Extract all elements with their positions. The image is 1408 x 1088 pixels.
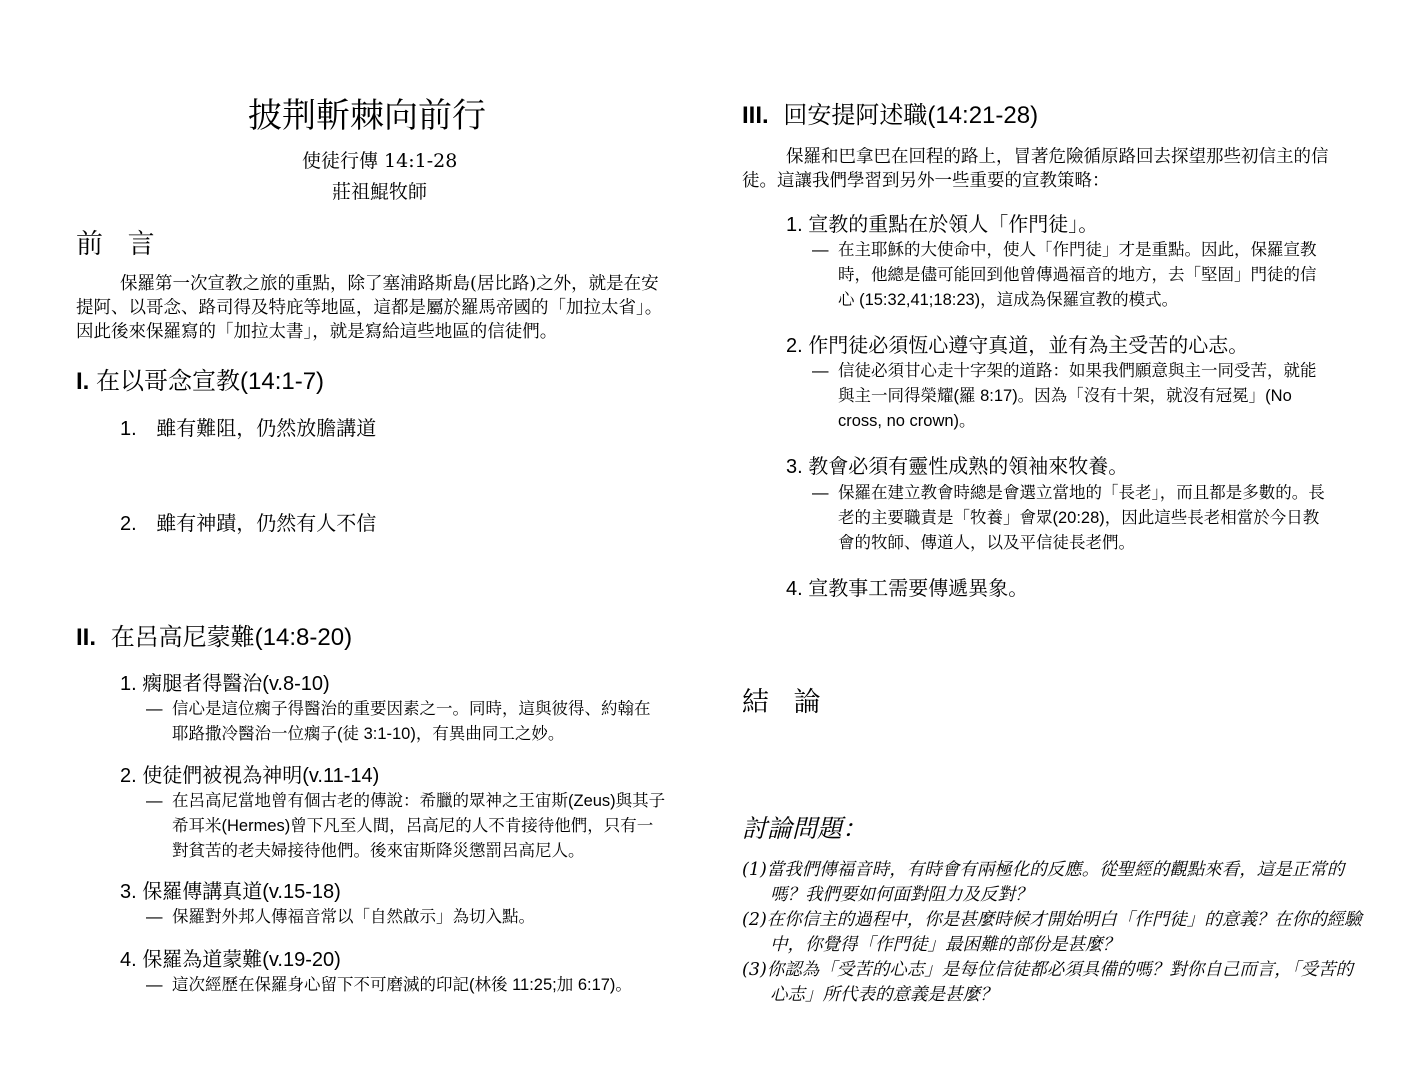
section-1-number: I. (76, 368, 90, 395)
item-number: 3. (120, 881, 137, 903)
section-2-item-4 (120, 943, 341, 972)
discussion-heading: 討論問題： (742, 814, 868, 843)
section-3-item-3 (786, 450, 1128, 479)
section-3-item-3-note (812, 481, 1332, 556)
section-2-item-4-note (146, 973, 676, 998)
item-text: 雖有難阻，仍然放膽講道 (156, 418, 377, 440)
item-text: 作門徒必須恆心遵守真道，並有為主受苦的心志。 (808, 335, 1249, 357)
section-3-item-2 (786, 329, 1248, 358)
item-text: 瘸腿者得醫治(v.8-10) (142, 673, 330, 695)
item-number: 3. (786, 456, 803, 478)
dash-marker: — (812, 484, 829, 502)
discussion-question-1: (1)當我們傳福音時，有時會有兩極化的反應。從聖經的觀點來看，這是正常的嗎？我們要如何面對阻力及反對？ (742, 860, 1345, 905)
item-number: 2. (786, 335, 803, 357)
item-text: 保羅為道蒙難(v.19-20) (142, 949, 341, 971)
item-number: 4. (120, 949, 137, 971)
dash-marker: — (146, 976, 163, 994)
item-text: 保羅傳講真道(v.15-18) (142, 881, 341, 903)
discussion-question-2: (2)在你信主的過程中，你是甚麼時候才開始明白「作門徒」的意義？在你的經驗中，你覺得「作門徒」最困難的部份是甚麼？ (742, 910, 1362, 955)
item-number: 2. (120, 513, 137, 535)
item-text: 宣教的重點在於領人「作門徒」。 (808, 214, 1099, 236)
section-3-title: 回安提阿述職(14:21-28) (783, 102, 1039, 129)
note-text: 保羅在建立教會時總是會選立當地的「長老」，而且都是多數的。長老的主要職責是「牧養」會眾(20:28)，因此這些長老相當於今日教會的牧師、傳道人，以及平信徒長老們。 (838, 484, 1325, 552)
dash-marker: — (812, 241, 829, 259)
discussion-question-3: (3)你認為「受苦的心志」是每位信徒都必須具備的嗎？對你自己而言，「受苦的心志」所代表的意義是甚麼？ (742, 960, 1354, 1005)
section-1-item-1 (120, 412, 376, 441)
section-3-number: III. (742, 102, 769, 129)
intro-paragraph: 保羅第一次宣教之旅的重點，除了塞浦路斯島(居比路)之外，就是在安提阿、以哥念、路司得及特庇等地區，這都是屬於羅馬帝國的「加拉太省」。因此後來保羅寫的「加拉太書」，就是寫給這些地區的信徒們。 (76, 274, 663, 342)
note-text: 這次經歷在保羅身心留下不可磨滅的印記(林後 11:25;加 6:17)。 (172, 976, 632, 994)
item-number: 4. (786, 578, 803, 600)
item-number: 1. (120, 418, 137, 440)
note-text: 信心是這位瘸子得醫治的重要因素之一。同時，這與彼得、約翰在耶路撒冷醫治一位瘸子(徒 3:1-10)，有異曲同工之妙。 (172, 700, 651, 743)
dash-marker: — (146, 700, 163, 718)
section-2-item-3 (120, 875, 341, 904)
item-number: 1. (786, 214, 803, 236)
note-text: 保羅對外邦人傳福音常以「自然啟示」為切入點。 (172, 908, 535, 926)
item-number: 2. (120, 765, 137, 787)
scripture-reference: 使徒行傳 14:1-28 (302, 150, 458, 172)
section-3-item-1 (786, 208, 1098, 237)
page-title: 披荆斬棘向前行 (248, 96, 486, 136)
section-1-heading (76, 361, 324, 396)
section-2-title: 在呂高尼蒙難(14:8-20) (110, 624, 353, 651)
dash-marker: — (812, 362, 829, 380)
section-1-item-2 (120, 507, 376, 536)
section-2-item-1-note (146, 697, 666, 747)
section-3-paragraph: 保羅和巴拿巴在回程的路上，冒著危險循原路回去探望那些初信主的信徒。這讓我們學習到另外一些重要的宣教策略： (742, 147, 1329, 191)
intro-heading: 前 言 (76, 229, 163, 260)
section-2-heading (76, 617, 352, 652)
section-2-item-2 (120, 759, 379, 788)
section-2-item-3-note (146, 905, 666, 930)
section-1-title: 在以哥念宣教(14:1-7) (96, 368, 325, 395)
dash-marker: — (146, 908, 163, 926)
section-3-item-1-note (812, 238, 1332, 313)
section-3-item-4 (786, 572, 1028, 601)
conclusion-heading: 結 論 (742, 687, 829, 718)
item-text: 使徒們被視為神明(v.11-14) (142, 765, 380, 787)
section-2-item-2-note (146, 789, 666, 864)
note-text: 在呂高尼當地曾有個古老的傳說：希臘的眾神之王宙斯(Zeus)與其子希耳米(Hermes)曾下凡至人間，呂高尼的人不肯接待他們，只有一對貧苦的老夫婦接待他們。後來宙斯降災懲罰呂高尼人。 (172, 792, 666, 860)
section-2-item-1 (120, 667, 330, 696)
item-text: 教會必須有靈性成熟的領袖來牧養。 (808, 456, 1129, 478)
dash-marker: — (146, 792, 163, 810)
item-text: 雖有神蹟，仍然有人不信 (156, 513, 377, 535)
section-3-item-2-note (812, 359, 1332, 434)
note-text: 信徒必須甘心走十字架的道路：如果我們願意與主一同受苦，就能與主一同得榮耀(羅 8:17)。因為「沒有十架，就沒有冠冕」(No cross, no crown)。 (838, 362, 1317, 430)
item-number: 1. (120, 673, 137, 695)
section-2-number: II. (76, 624, 97, 651)
author: 莊祖鯤牧師 (332, 181, 428, 203)
note-text: 在主耶穌的大使命中，使人「作門徒」才是重點。因此，保羅宣教時，他總是儘可能回到他曾傳過福音的地方，去「堅固」門徒的信心 (15:32,41;18:23)，這成為保羅宣教的模式。 (838, 241, 1317, 309)
item-text: 宣教事工需要傳遞異象。 (808, 578, 1029, 600)
section-3-heading (742, 95, 1038, 130)
